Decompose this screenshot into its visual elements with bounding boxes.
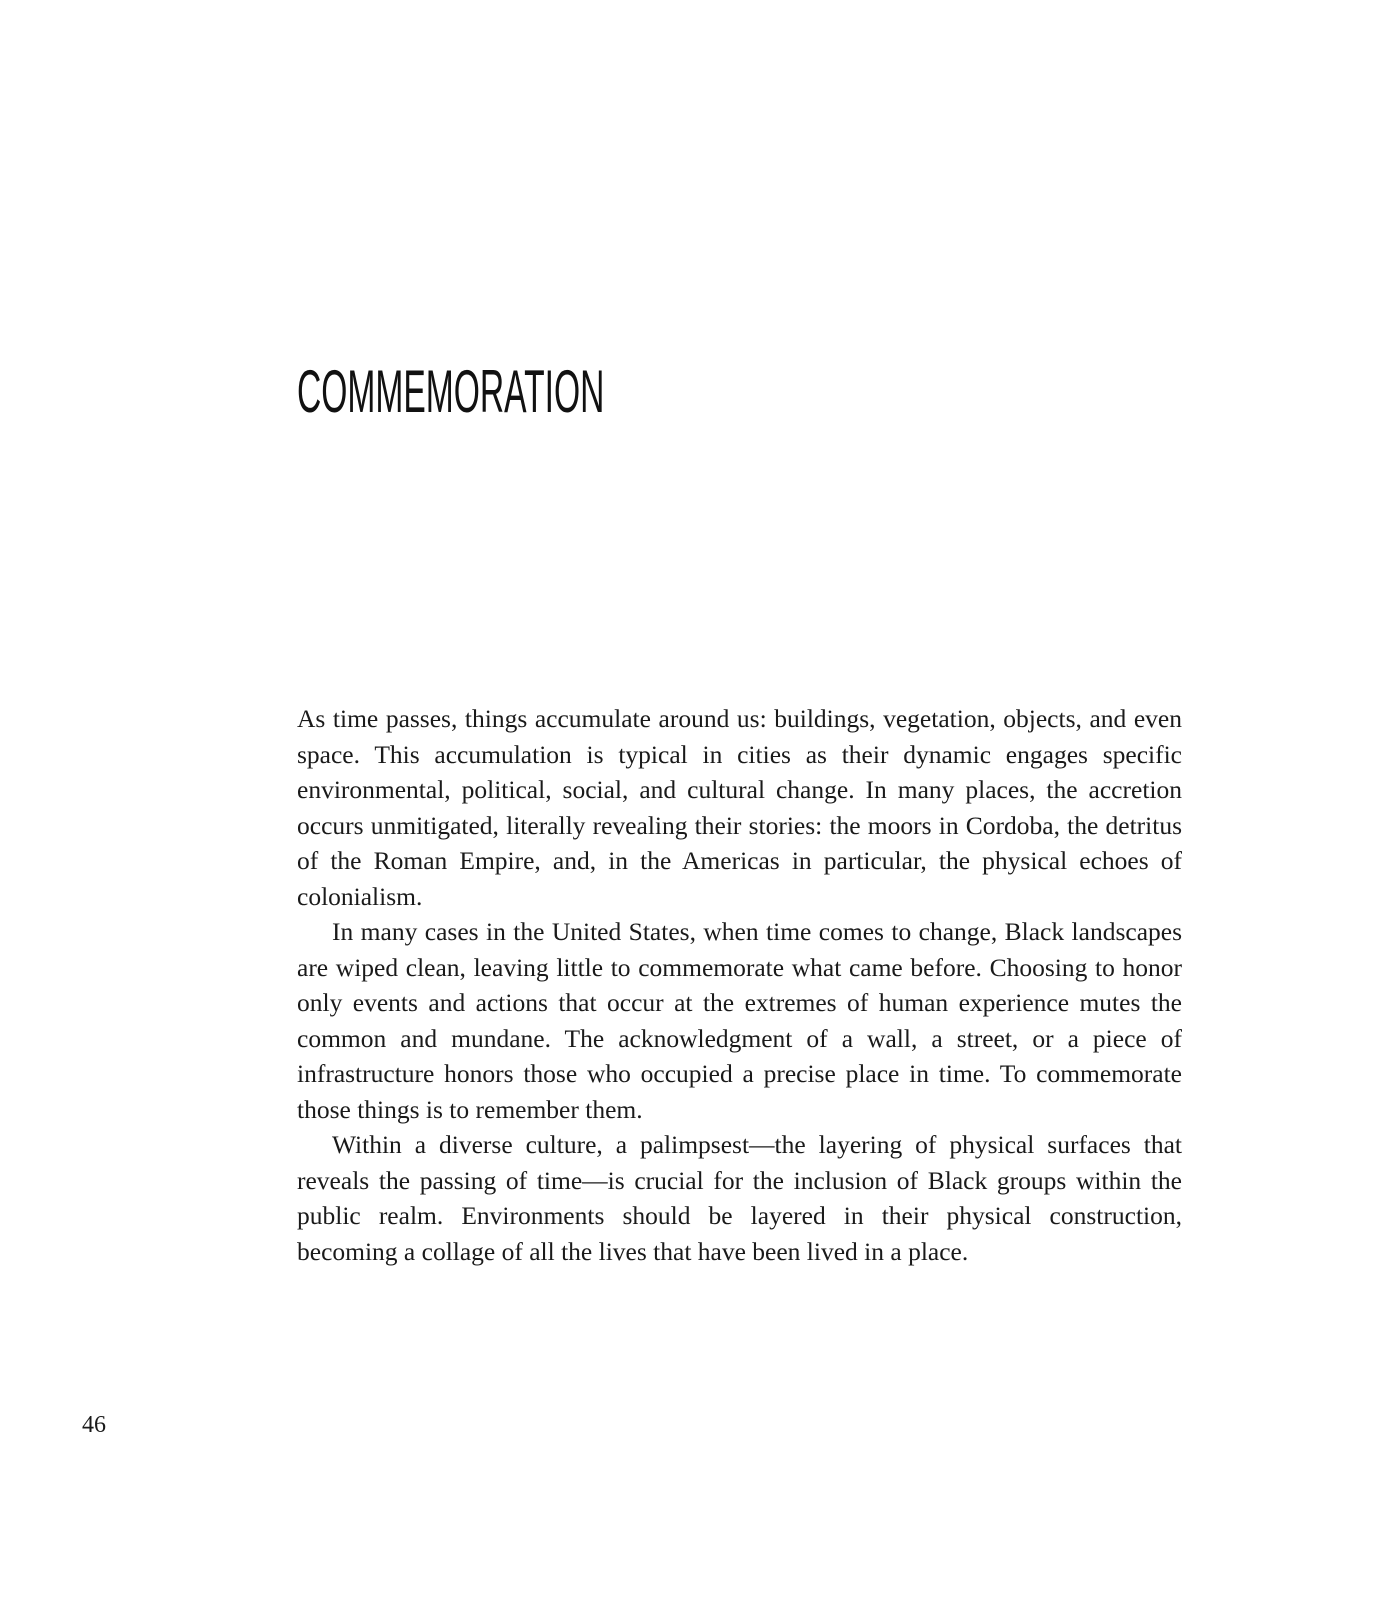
paragraph-2: In many cases in the United States, when time comes to change, Black landscapes are wiped clean, leaving little to commemorate what came before. Choosing to honor only events and actions that occur at the extremes of human experience mutes the common and mundane. The acknowledgment of a wall, a street, or a piece of infrastructure honors those who occupied a precise place in time. To commemorate those things is to remember them.: [297, 917, 1182, 1124]
body-text: [297, 701, 1182, 1269]
paragraph-1: As time passes, things accumulate around us: buildings, vegetation, objects, and even space. This accumulation is typical in cities as their dynamic engages specific environmental, political, social, and cultural change. In many places, the accretion occurs unmitigated, literally revealing their stories: the moors in Cordoba, the detritus of the Roman Empire, and, in the Americas in particular, the physical echoes of colonialism.: [297, 704, 1182, 911]
page-number: 46: [82, 1412, 106, 1438]
paragraph-3: Within a diverse culture, a palimpsest—the layering of physical surfaces that reveals the passing of time—is crucial for the inclusion of Black groups within the public realm. Environments should be layered in their physical construction, becoming a collage of all the lives that have been lived in a place.: [297, 1130, 1182, 1266]
chapter-title: COMMEMORATION: [297, 358, 605, 425]
